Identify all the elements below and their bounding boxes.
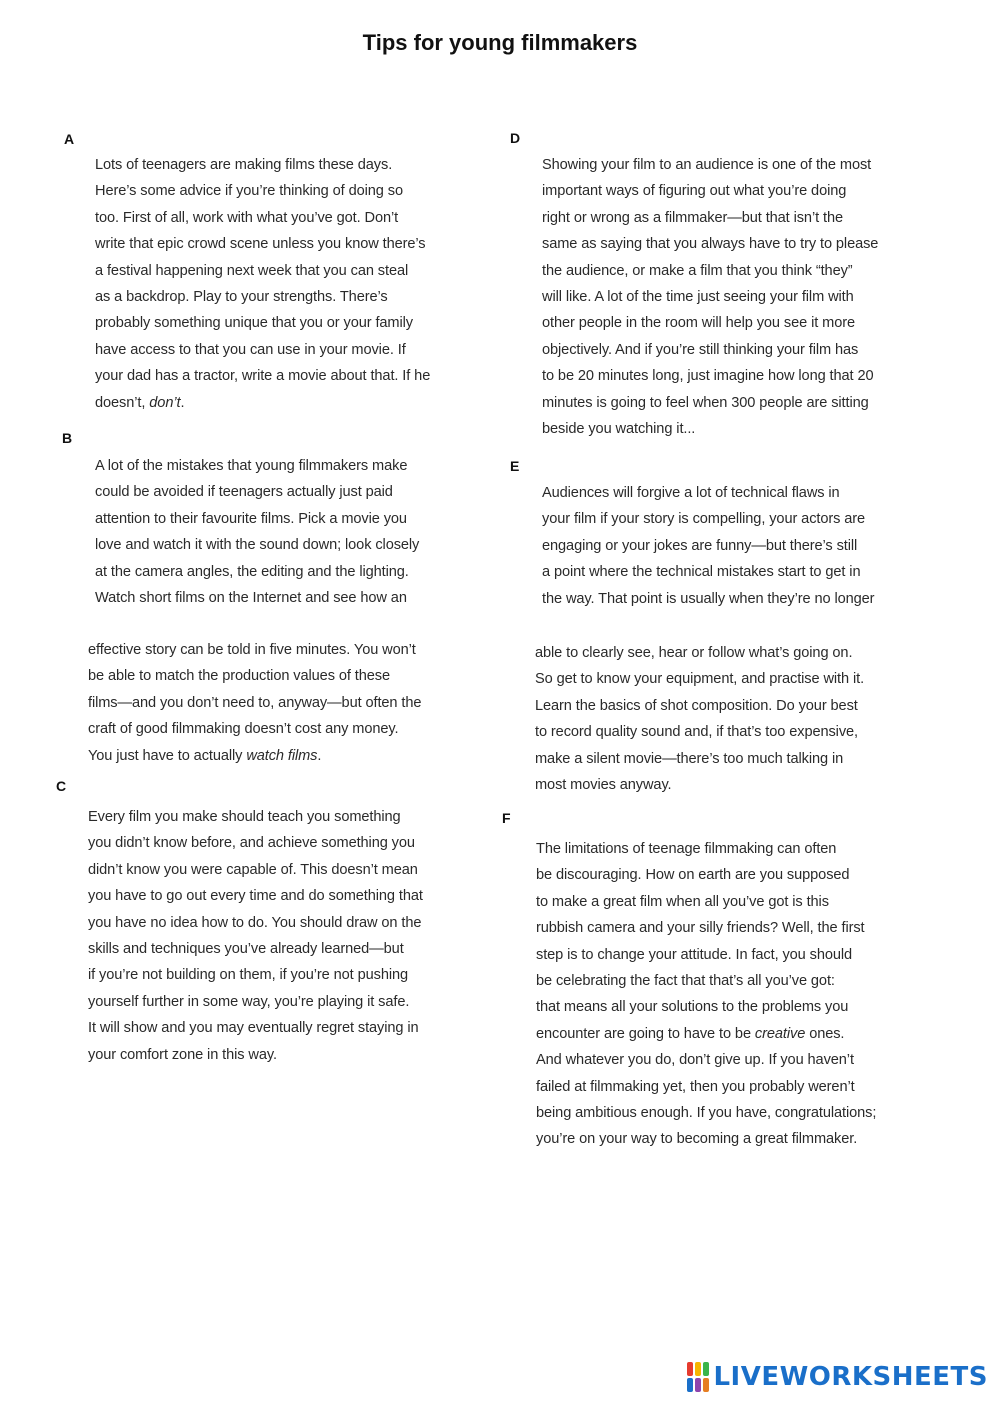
section-letter-a: A bbox=[64, 131, 75, 147]
section-a-text: Lots of teenagers are making films these days. Here’s some advice if you’re thinking of doing so too. First of all, work with what you’ve got. Don’t write that epic crowd scene unless you know there’s a festival happening next week that you can steal as a backdrop. Play to your strengths. There’s probably something unique that you or your family have access to that you can use in your movie. If your dad has a tractor, write a movie about that. If he doesn’t, don’t. bbox=[95, 157, 431, 411]
section-d-text: Showing your film to an audience is one of the most important ways of figuring out what you’re doing right or wrong as a filmmaker—but that isn’t the same as saying that you always have to try to please the audience, or make a film that you think “they” will like. A lot of the time just seeing your film with other people in the room will help you see it more objectively. And if you’re still thinking your film has to be 20 minutes long, just imagine how long that 20 minutes is going to feel when 300 people are sitting beside you watching it... bbox=[542, 157, 879, 438]
logo-cell bbox=[703, 1378, 709, 1392]
section-letter-d: D bbox=[510, 130, 521, 146]
logo-cell bbox=[695, 1362, 701, 1376]
section-letter-e: E bbox=[510, 458, 520, 474]
section-letter-c: C bbox=[56, 778, 67, 794]
section-e-continuation: able to clearly see, hear or follow what’s going on. So get to know your equipment, and practise with it. Learn the basics of shot composition. Do your best to record quality sound and, if that’s too expensive, make a silent movie—there’s too much talking in most movies anyway. bbox=[535, 645, 865, 794]
logo-cell bbox=[695, 1378, 701, 1392]
section-f-text: The limitations of teenage filmmaking can often be discouraging. How on earth are you supposed to make a great film when all you’ve got is this rubbish camera and your silly friends? Well, the first step is to change your attitude. In fact, you should be celebrating the fact that that’s all you’ve got: that means all your solutions to the problems you encounter are going to have to be creative ones. And whatever you do, don’t give up. If you haven’t failed at filmmaking yet, then you probably weren’t being ambitious enough. If you have, congratulations; you’re on your way to becoming a great filmmaker. bbox=[536, 841, 877, 1148]
logo-text: LIVEWORKSHEETS bbox=[713, 1362, 988, 1392]
liveworksheets-logo[interactable] bbox=[687, 1357, 988, 1397]
logo-mark-icon bbox=[687, 1362, 709, 1392]
logo-cell bbox=[687, 1362, 693, 1376]
section-letter-b: B bbox=[62, 430, 73, 446]
page-title: Tips for young filmmakers bbox=[362, 30, 638, 55]
logo-cell bbox=[687, 1378, 693, 1392]
section-b-text: A lot of the mistakes that young filmmakers make could be avoided if teenagers actually just paid attention to their favourite films. Pick a movie you love and watch it with the sound down; look closely at the camera angles, the editing and the lighting. Watch short films on the Internet and see how an bbox=[95, 458, 420, 607]
section-c-text: Every film you make should teach you something you didn’t know before, and achieve something you didn’t know you were capable of. This doesn’t mean you have to go out every time and do something that you have no idea how to do. You should draw on the skills and techniques you’ve already learned—but if you’re not building on them, if you’re not pushing yourself further in some way, you’re playing it safe. It will show and you may eventually regret staying in your comfort zone in this way. bbox=[88, 809, 423, 1063]
section-b-continuation: effective story can be told in five minutes. You won’t be able to match the production values of these films—and you don’t need to, anyway—but often the craft of good filmmaking doesn’t cost any money. You just have to actually watch films. bbox=[88, 642, 422, 764]
section-e-text: Audiences will forgive a lot of technical flaws in your film if your story is compelling, your actors are engaging or your jokes are funny—but there’s still a point where the technical mistakes start to get in the way. That point is usually when they’re no longer bbox=[542, 485, 875, 607]
logo-cell bbox=[703, 1362, 709, 1376]
section-letter-f: F bbox=[502, 810, 511, 826]
